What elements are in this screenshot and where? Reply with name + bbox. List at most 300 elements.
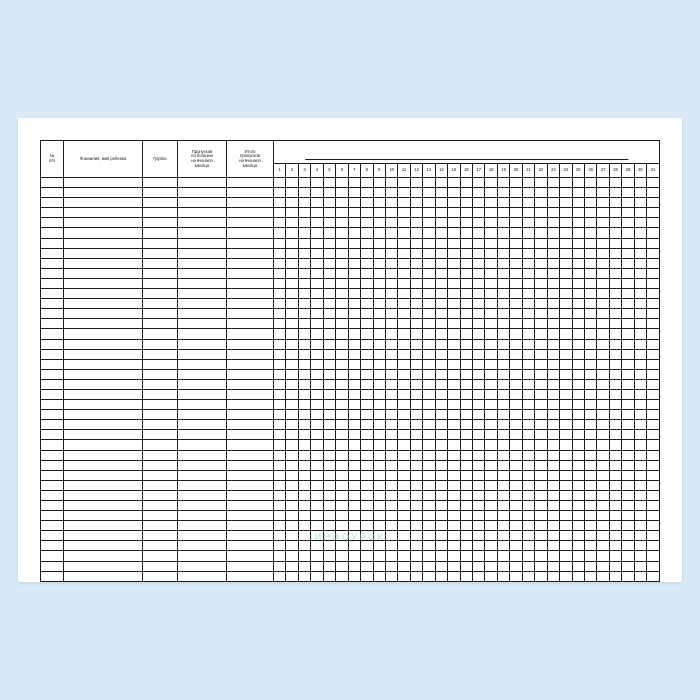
- table-cell[interactable]: [348, 521, 360, 531]
- table-cell[interactable]: [647, 309, 660, 319]
- table-cell[interactable]: [348, 561, 360, 571]
- table-cell[interactable]: [448, 188, 460, 198]
- table-cell[interactable]: [485, 541, 497, 551]
- table-cell[interactable]: [510, 218, 522, 228]
- table-cell[interactable]: [634, 268, 646, 278]
- table-cell[interactable]: [311, 480, 323, 490]
- table-cell[interactable]: [348, 289, 360, 299]
- table-cell[interactable]: [398, 369, 410, 379]
- table-cell[interactable]: [460, 238, 472, 248]
- table-cell[interactable]: [622, 268, 634, 278]
- table-cell[interactable]: [473, 339, 485, 349]
- table-cell[interactable]: [597, 460, 609, 470]
- table-cell[interactable]: [584, 329, 596, 339]
- table-cell[interactable]: [597, 208, 609, 218]
- table-cell[interactable]: [64, 400, 143, 410]
- table-cell[interactable]: [584, 339, 596, 349]
- table-cell[interactable]: [178, 389, 227, 399]
- table-cell[interactable]: [286, 561, 298, 571]
- table-cell[interactable]: [485, 228, 497, 238]
- table-cell[interactable]: [410, 551, 422, 561]
- table-cell[interactable]: [398, 289, 410, 299]
- table-cell[interactable]: [298, 450, 310, 460]
- table-cell[interactable]: [361, 541, 373, 551]
- table-cell[interactable]: [227, 258, 274, 268]
- table-cell[interactable]: [178, 420, 227, 430]
- table-cell[interactable]: [584, 430, 596, 440]
- table-cell[interactable]: [609, 430, 621, 440]
- table-cell[interactable]: [609, 521, 621, 531]
- table-cell[interactable]: [385, 430, 397, 440]
- table-cell[interactable]: [560, 511, 572, 521]
- table-cell[interactable]: [473, 551, 485, 561]
- table-cell[interactable]: [535, 460, 547, 470]
- table-cell[interactable]: [274, 238, 286, 248]
- table-cell[interactable]: [423, 248, 435, 258]
- table-cell[interactable]: [64, 299, 143, 309]
- table-cell[interactable]: [286, 349, 298, 359]
- table-cell[interactable]: [473, 289, 485, 299]
- table-cell[interactable]: [348, 379, 360, 389]
- table-cell[interactable]: [485, 188, 497, 198]
- table-cell[interactable]: [485, 450, 497, 460]
- table-cell[interactable]: [143, 278, 178, 288]
- table-cell[interactable]: [622, 178, 634, 188]
- table-cell[interactable]: [485, 208, 497, 218]
- table-cell[interactable]: [323, 258, 335, 268]
- table-cell[interactable]: [647, 511, 660, 521]
- table-cell[interactable]: [535, 178, 547, 188]
- table-cell[interactable]: [298, 278, 310, 288]
- table-cell[interactable]: [227, 551, 274, 561]
- table-cell[interactable]: [348, 228, 360, 238]
- table-cell[interactable]: [547, 238, 559, 248]
- table-cell[interactable]: [510, 349, 522, 359]
- table-cell[interactable]: [286, 319, 298, 329]
- table-cell[interactable]: [497, 278, 509, 288]
- table-cell[interactable]: [460, 440, 472, 450]
- table-cell[interactable]: [423, 339, 435, 349]
- table-cell[interactable]: [473, 218, 485, 228]
- table-cell[interactable]: [460, 521, 472, 531]
- table-cell[interactable]: [510, 198, 522, 208]
- table-cell[interactable]: [609, 289, 621, 299]
- table-cell[interactable]: [311, 460, 323, 470]
- table-cell[interactable]: [423, 501, 435, 511]
- table-cell[interactable]: [298, 470, 310, 480]
- table-cell[interactable]: [178, 561, 227, 571]
- table-cell[interactable]: [460, 248, 472, 258]
- table-cell[interactable]: [634, 228, 646, 238]
- table-cell[interactable]: [560, 198, 572, 208]
- table-cell[interactable]: [510, 319, 522, 329]
- table-cell[interactable]: [584, 228, 596, 238]
- table-cell[interactable]: [609, 389, 621, 399]
- table-cell[interactable]: [178, 511, 227, 521]
- table-cell[interactable]: [497, 430, 509, 440]
- table-cell[interactable]: [647, 359, 660, 369]
- table-cell[interactable]: [535, 359, 547, 369]
- table-cell[interactable]: [460, 369, 472, 379]
- table-cell[interactable]: [348, 410, 360, 420]
- table-cell[interactable]: [497, 410, 509, 420]
- table-cell[interactable]: [560, 238, 572, 248]
- table-cell[interactable]: [510, 178, 522, 188]
- table-cell[interactable]: [398, 440, 410, 450]
- table-cell[interactable]: [373, 521, 385, 531]
- table-cell[interactable]: [227, 501, 274, 511]
- table-cell[interactable]: [460, 379, 472, 389]
- table-cell[interactable]: [298, 561, 310, 571]
- table-cell[interactable]: [460, 400, 472, 410]
- table-cell[interactable]: [286, 541, 298, 551]
- table-cell[interactable]: [510, 430, 522, 440]
- table-cell[interactable]: [274, 228, 286, 238]
- table-cell[interactable]: [348, 551, 360, 561]
- table-cell[interactable]: [410, 501, 422, 511]
- table-cell[interactable]: [227, 541, 274, 551]
- table-cell[interactable]: [572, 511, 584, 521]
- table-cell[interactable]: [373, 198, 385, 208]
- table-cell[interactable]: [547, 480, 559, 490]
- table-cell[interactable]: [410, 460, 422, 470]
- table-cell[interactable]: [435, 400, 447, 410]
- table-cell[interactable]: [227, 188, 274, 198]
- table-cell[interactable]: [460, 420, 472, 430]
- table-cell[interactable]: [410, 329, 422, 339]
- table-cell[interactable]: [460, 309, 472, 319]
- table-cell[interactable]: [448, 561, 460, 571]
- table-cell[interactable]: [435, 248, 447, 258]
- table-cell[interactable]: [410, 571, 422, 581]
- table-cell[interactable]: [597, 309, 609, 319]
- table-cell[interactable]: [398, 188, 410, 198]
- table-cell[interactable]: [597, 400, 609, 410]
- table-cell[interactable]: [348, 369, 360, 379]
- table-cell[interactable]: [497, 178, 509, 188]
- table-cell[interactable]: [522, 551, 534, 561]
- table-cell[interactable]: [64, 289, 143, 299]
- table-cell[interactable]: [64, 470, 143, 480]
- table-cell[interactable]: [609, 278, 621, 288]
- table-cell[interactable]: [547, 541, 559, 551]
- table-cell[interactable]: [143, 339, 178, 349]
- table-cell[interactable]: [622, 319, 634, 329]
- table-cell[interactable]: [597, 389, 609, 399]
- table-cell[interactable]: [361, 278, 373, 288]
- table-cell[interactable]: [609, 329, 621, 339]
- table-cell[interactable]: [435, 460, 447, 470]
- table-cell[interactable]: [143, 440, 178, 450]
- table-cell[interactable]: [647, 450, 660, 460]
- table-cell[interactable]: [227, 571, 274, 581]
- table-cell[interactable]: [535, 248, 547, 258]
- table-cell[interactable]: [178, 440, 227, 450]
- table-cell[interactable]: [485, 339, 497, 349]
- table-cell[interactable]: [227, 430, 274, 440]
- table-cell[interactable]: [473, 541, 485, 551]
- table-cell[interactable]: [547, 521, 559, 531]
- table-cell[interactable]: [143, 268, 178, 278]
- table-cell[interactable]: [348, 480, 360, 490]
- table-cell[interactable]: [510, 511, 522, 521]
- table-cell[interactable]: [361, 561, 373, 571]
- table-cell[interactable]: [274, 339, 286, 349]
- table-cell[interactable]: [535, 571, 547, 581]
- table-cell[interactable]: [647, 460, 660, 470]
- table-cell[interactable]: [361, 551, 373, 561]
- table-cell[interactable]: [41, 339, 64, 349]
- table-cell[interactable]: [609, 541, 621, 551]
- table-cell[interactable]: [460, 389, 472, 399]
- table-cell[interactable]: [373, 359, 385, 369]
- table-cell[interactable]: [522, 319, 534, 329]
- table-cell[interactable]: [398, 198, 410, 208]
- table-cell[interactable]: [535, 228, 547, 238]
- table-cell[interactable]: [286, 379, 298, 389]
- table-cell[interactable]: [572, 319, 584, 329]
- table-cell[interactable]: [622, 571, 634, 581]
- table-cell[interactable]: [560, 178, 572, 188]
- table-cell[interactable]: [510, 460, 522, 470]
- table-cell[interactable]: [497, 268, 509, 278]
- table-cell[interactable]: [609, 258, 621, 268]
- table-cell[interactable]: [323, 430, 335, 440]
- table-cell[interactable]: [227, 218, 274, 228]
- table-cell[interactable]: [385, 278, 397, 288]
- table-cell[interactable]: [385, 349, 397, 359]
- table-cell[interactable]: [398, 521, 410, 531]
- table-cell[interactable]: [485, 309, 497, 319]
- table-cell[interactable]: [178, 329, 227, 339]
- table-cell[interactable]: [298, 410, 310, 420]
- table-cell[interactable]: [385, 258, 397, 268]
- table-cell[interactable]: [485, 490, 497, 500]
- table-cell[interactable]: [584, 470, 596, 480]
- table-cell[interactable]: [373, 571, 385, 581]
- table-cell[interactable]: [410, 561, 422, 571]
- table-cell[interactable]: [178, 430, 227, 440]
- table-cell[interactable]: [609, 410, 621, 420]
- table-cell[interactable]: [311, 561, 323, 571]
- table-cell[interactable]: [398, 208, 410, 218]
- table-cell[interactable]: [448, 420, 460, 430]
- table-cell[interactable]: [423, 379, 435, 389]
- table-cell[interactable]: [323, 309, 335, 319]
- table-cell[interactable]: [336, 278, 348, 288]
- table-cell[interactable]: [311, 359, 323, 369]
- table-cell[interactable]: [560, 400, 572, 410]
- table-cell[interactable]: [510, 450, 522, 460]
- table-cell[interactable]: [385, 369, 397, 379]
- table-cell[interactable]: [298, 420, 310, 430]
- table-cell[interactable]: [622, 198, 634, 208]
- table-cell[interactable]: [647, 541, 660, 551]
- table-cell[interactable]: [311, 339, 323, 349]
- table-cell[interactable]: [634, 460, 646, 470]
- table-cell[interactable]: [572, 178, 584, 188]
- table-cell[interactable]: [572, 460, 584, 470]
- table-cell[interactable]: [227, 329, 274, 339]
- table-cell[interactable]: [41, 450, 64, 460]
- table-cell[interactable]: [460, 480, 472, 490]
- table-cell[interactable]: [178, 410, 227, 420]
- table-cell[interactable]: [336, 309, 348, 319]
- table-cell[interactable]: [361, 369, 373, 379]
- table-cell[interactable]: [385, 480, 397, 490]
- table-cell[interactable]: [373, 228, 385, 238]
- table-cell[interactable]: [572, 561, 584, 571]
- table-cell[interactable]: [609, 359, 621, 369]
- table-cell[interactable]: [41, 238, 64, 248]
- table-cell[interactable]: [178, 188, 227, 198]
- table-cell[interactable]: [622, 369, 634, 379]
- table-cell[interactable]: [473, 238, 485, 248]
- table-cell[interactable]: [274, 470, 286, 480]
- table-cell[interactable]: [298, 440, 310, 450]
- table-cell[interactable]: [274, 450, 286, 460]
- table-cell[interactable]: [497, 440, 509, 450]
- table-cell[interactable]: [41, 531, 64, 541]
- table-cell[interactable]: [298, 551, 310, 561]
- table-cell[interactable]: [522, 309, 534, 319]
- table-cell[interactable]: [460, 228, 472, 238]
- table-cell[interactable]: [584, 289, 596, 299]
- table-cell[interactable]: [560, 268, 572, 278]
- table-cell[interactable]: [435, 440, 447, 450]
- table-cell[interactable]: [178, 268, 227, 278]
- table-cell[interactable]: [178, 480, 227, 490]
- table-cell[interactable]: [535, 410, 547, 420]
- table-cell[interactable]: [448, 329, 460, 339]
- table-cell[interactable]: [560, 440, 572, 450]
- table-cell[interactable]: [361, 490, 373, 500]
- table-cell[interactable]: [510, 571, 522, 581]
- table-cell[interactable]: [622, 339, 634, 349]
- table-cell[interactable]: [361, 198, 373, 208]
- table-cell[interactable]: [385, 460, 397, 470]
- table-cell[interactable]: [485, 329, 497, 339]
- table-cell[interactable]: [485, 178, 497, 188]
- table-cell[interactable]: [385, 521, 397, 531]
- table-cell[interactable]: [547, 248, 559, 258]
- table-cell[interactable]: [143, 319, 178, 329]
- table-cell[interactable]: [535, 470, 547, 480]
- table-cell[interactable]: [286, 289, 298, 299]
- table-cell[interactable]: [535, 188, 547, 198]
- table-cell[interactable]: [178, 309, 227, 319]
- table-cell[interactable]: [572, 268, 584, 278]
- table-cell[interactable]: [448, 400, 460, 410]
- table-cell[interactable]: [597, 430, 609, 440]
- table-cell[interactable]: [435, 571, 447, 581]
- table-cell[interactable]: [143, 531, 178, 541]
- table-cell[interactable]: [361, 440, 373, 450]
- table-cell[interactable]: [373, 178, 385, 188]
- table-cell[interactable]: [647, 208, 660, 218]
- table-cell[interactable]: [410, 278, 422, 288]
- table-cell[interactable]: [647, 258, 660, 268]
- table-cell[interactable]: [435, 551, 447, 561]
- table-cell[interactable]: [460, 561, 472, 571]
- table-cell[interactable]: [560, 501, 572, 511]
- table-cell[interactable]: [323, 561, 335, 571]
- table-cell[interactable]: [510, 551, 522, 561]
- table-cell[interactable]: [64, 571, 143, 581]
- table-cell[interactable]: [143, 309, 178, 319]
- table-cell[interactable]: [473, 410, 485, 420]
- table-cell[interactable]: [522, 228, 534, 238]
- table-cell[interactable]: [373, 389, 385, 399]
- table-cell[interactable]: [41, 208, 64, 218]
- table-cell[interactable]: [435, 188, 447, 198]
- table-cell[interactable]: [323, 218, 335, 228]
- table-cell[interactable]: [597, 198, 609, 208]
- table-cell[interactable]: [584, 571, 596, 581]
- table-cell[interactable]: [622, 188, 634, 198]
- table-cell[interactable]: [41, 389, 64, 399]
- table-cell[interactable]: [448, 480, 460, 490]
- table-cell[interactable]: [460, 501, 472, 511]
- table-cell[interactable]: [510, 278, 522, 288]
- table-cell[interactable]: [634, 359, 646, 369]
- table-cell[interactable]: [286, 521, 298, 531]
- table-cell[interactable]: [497, 490, 509, 500]
- table-cell[interactable]: [485, 410, 497, 420]
- table-cell[interactable]: [584, 278, 596, 288]
- table-cell[interactable]: [423, 531, 435, 541]
- table-cell[interactable]: [572, 289, 584, 299]
- table-cell[interactable]: [323, 470, 335, 480]
- table-cell[interactable]: [41, 440, 64, 450]
- table-cell[interactable]: [622, 329, 634, 339]
- table-cell[interactable]: [522, 218, 534, 228]
- table-cell[interactable]: [547, 511, 559, 521]
- table-cell[interactable]: [510, 521, 522, 531]
- table-cell[interactable]: [597, 521, 609, 531]
- table-cell[interactable]: [143, 490, 178, 500]
- table-cell[interactable]: [336, 268, 348, 278]
- table-cell[interactable]: [298, 389, 310, 399]
- table-cell[interactable]: [522, 470, 534, 480]
- table-cell[interactable]: [485, 238, 497, 248]
- table-cell[interactable]: [361, 299, 373, 309]
- table-cell[interactable]: [227, 299, 274, 309]
- table-cell[interactable]: [41, 541, 64, 551]
- table-cell[interactable]: [584, 511, 596, 521]
- table-cell[interactable]: [227, 319, 274, 329]
- table-cell[interactable]: [609, 531, 621, 541]
- table-cell[interactable]: [385, 490, 397, 500]
- table-cell[interactable]: [373, 440, 385, 450]
- table-cell[interactable]: [473, 501, 485, 511]
- table-cell[interactable]: [274, 480, 286, 490]
- table-cell[interactable]: [385, 329, 397, 339]
- table-cell[interactable]: [311, 228, 323, 238]
- table-cell[interactable]: [398, 268, 410, 278]
- table-cell[interactable]: [385, 440, 397, 450]
- table-cell[interactable]: [410, 470, 422, 480]
- table-cell[interactable]: [143, 571, 178, 581]
- table-cell[interactable]: [178, 208, 227, 218]
- table-cell[interactable]: [609, 208, 621, 218]
- table-cell[interactable]: [584, 349, 596, 359]
- table-cell[interactable]: [398, 349, 410, 359]
- table-cell[interactable]: [323, 359, 335, 369]
- table-cell[interactable]: [435, 349, 447, 359]
- table-cell[interactable]: [560, 460, 572, 470]
- table-cell[interactable]: [473, 571, 485, 581]
